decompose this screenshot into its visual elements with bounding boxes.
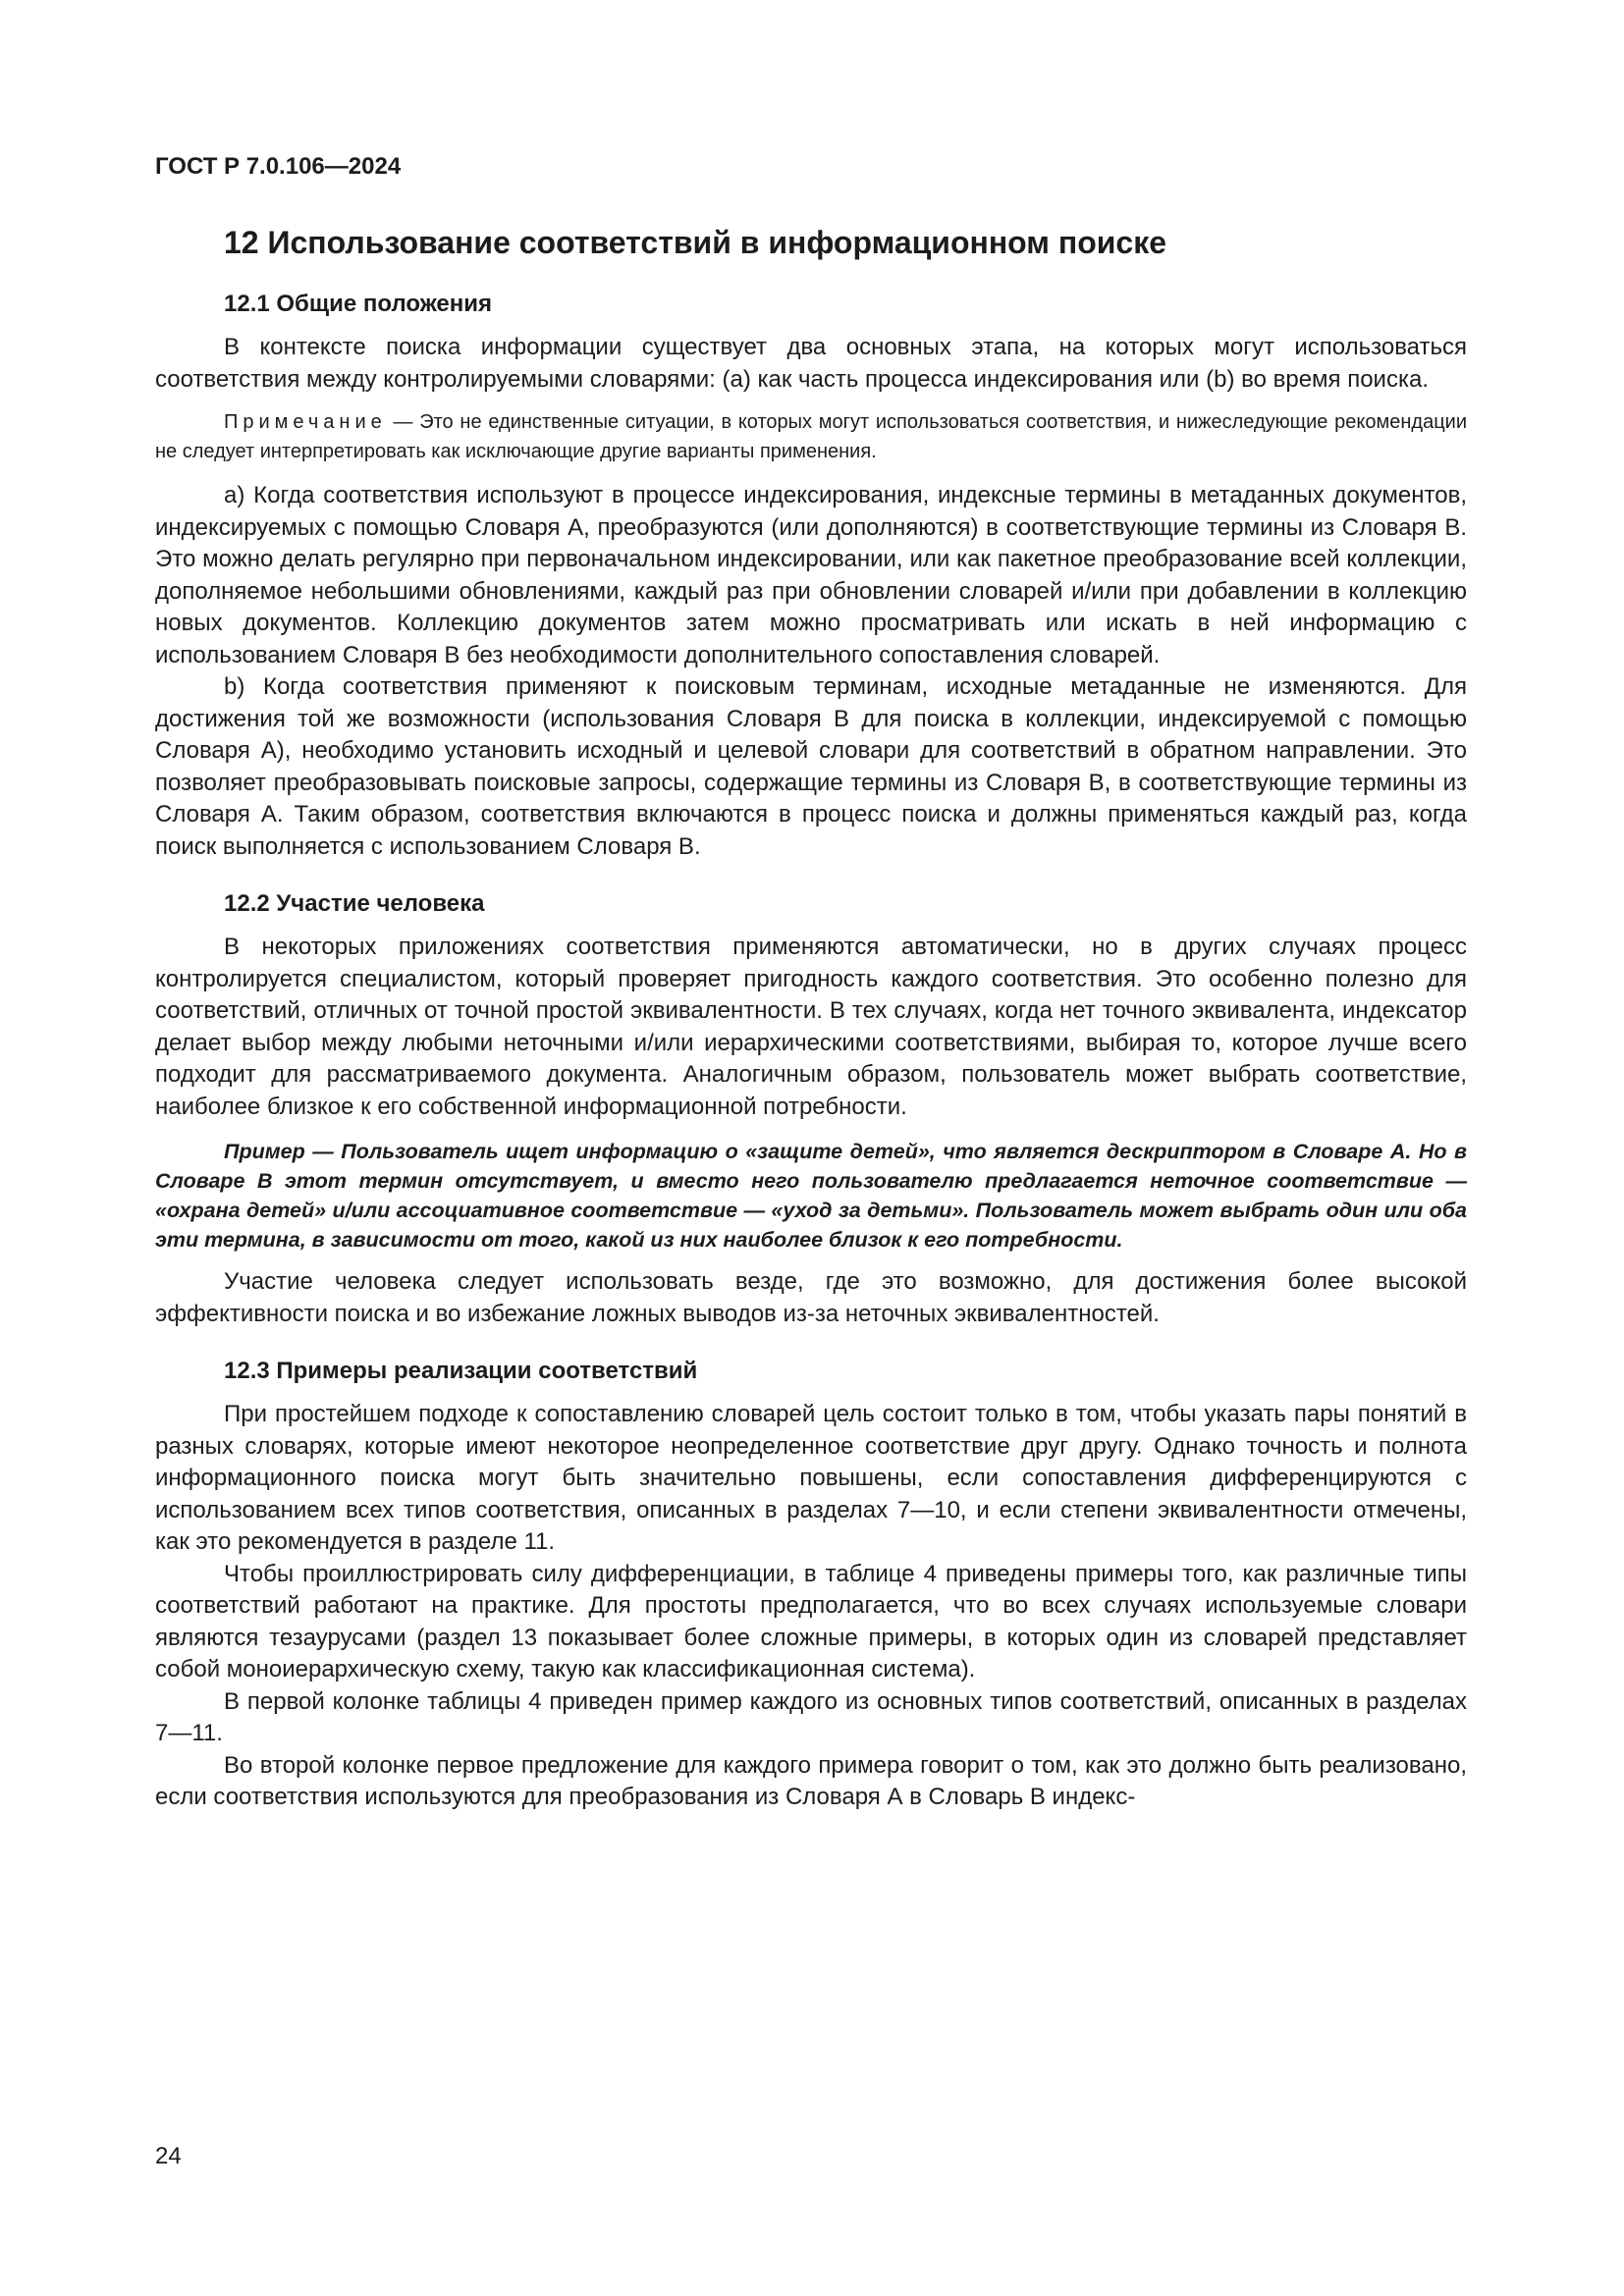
- document-code: ГОСТ Р 7.0.106—2024: [155, 153, 402, 180]
- subsection-title-12-1: 12.1 Общие положения: [224, 291, 493, 317]
- subsection-title-12-3: 12.3 Примеры реализации соответствий: [224, 1358, 698, 1384]
- paragraph: Во второй колонке первое предложение для каждого примера говорит о том, как это должно быть реализовано, если соответствия используются для преобразования из Словаря А в Словарь В индекс-: [155, 1751, 1467, 1810]
- note-text: — Это не единственные ситуации, в которых могут использоваться соответствия, и нижеследующие рекомендации не следует интерпретировать как исключающие другие варианты применения.: [155, 411, 1467, 462]
- paragraph: Участие человека следует использовать везде, где это возможно, для достижения более высокой эффективности поиска и во избежание ложных выводов из-за неточных эквивалентностей.: [155, 1268, 1467, 1327]
- note-label: Примечание: [224, 411, 387, 433]
- paragraph: Чтобы проиллюстрировать силу дифференциации, в таблице 4 приведены примеры того, как различные типы соответствий работают на практике. Для простоты предполагается, что во всех случаях используемые словари являются тезаурусами (раздел 13 показывает более сложные примеры, в которых один из словарей представляет собой моноиерархическую схему, такую как классификационная система).: [155, 1560, 1467, 1682]
- paragraph: В контексте поиска информации существует два основных этапа, на которых могут использоваться соответствия между контролируемыми словарями: (a) как часть процесса индексирования или (b) во время поиска.: [155, 334, 1467, 393]
- paragraph: В некоторых приложениях соответствия применяются автоматически, но в других случаях процесс контролируется специалистом, который проверяет пригодность каждого соответствия. Это особенно полезно для соответствий, отличных от точной простой эквивалентности. В тех случаях, когда нет точного эквивалента, индексатор делает выбор между любыми неточными и/или иерархическими соответствиями, выбирая то, которое лучше всего подходит для рассматриваемого документа. Аналогичным образом, пользователь может выбрать соответствие, наиболее близкое к его собственной информационной потребности.: [155, 934, 1467, 1120]
- page-content: [155, 222, 1467, 1814]
- example-block: Пример — Пользователь ищет информацию о «защите детей», что является дескриптором в Словаре А. Но в Словаре В этот термин отсутствует, и вместо него пользователю предлагается неточное соответствие — «охрана детей» и/или ассоциативное соответствие — «уход за детьми». Пользователь может выбрать один или оба эти термина, в зависимости от того, какой из них наиболее близок к его потребности.: [155, 1140, 1467, 1252]
- list-item-b: b) Когда соответствия применяют к поисковым терминам, исходные метаданные не изменяются. Для достижения той же возможности (использования Словаря В для поиска в коллекции, индексируемой с помощью Словаря А), необходимо установить исходный и целевой словари для соответствий в обратном направлении. Это позволяет преобразовывать поисковые запросы, содержащие термины из Словаря В, в соответствующие термины из Словаря А. Таким образом, соответствия включаются в процесс поиска и должны применяться каждый раз, когда поиск выполняется с использованием Словаря В.: [155, 673, 1467, 860]
- paragraph: При простейшем подходе к сопоставлению словарей цель состоит только в том, чтобы указать пары понятий в разных словарях, которые имеют некоторое неопределенное соответствие друг другу. Однако точность и полнота информационного поиска могут быть значительно повышены, если сопоставления дифференцируются с использованием всех типов соответствия, описанных в разделах 7—10, и если степени эквивалентности отмечены, как это рекомендуется в разделе 11.: [155, 1401, 1467, 1555]
- section-title: 12 Использование соответствий в информационном поиске: [224, 225, 1167, 260]
- paragraph: В первой колонке таблицы 4 приведен пример каждого из основных типов соответствий, описанных в разделах 7—11.: [155, 1687, 1467, 1746]
- subsection-title-12-2: 12.2 Участие человека: [224, 890, 485, 917]
- page-number: 24: [155, 2143, 182, 2169]
- note: [155, 407, 1467, 466]
- list-item-a: а) Когда соответствия используют в процессе индексирования, индексные термины в метаданных документов, индексируемых с помощью Словаря А, преобразуются (или дополняются) в соответствующие термины из Словаря В. Это можно делать регулярно при первоначальном индексировании, или как пакетное преобразование всей коллекции, дополняемое небольшими обновлениями, каждый раз при обновлении словарей и/или при добавлении в коллекцию новых документов. Коллекцию документов затем можно просматривать или искать в ней информацию с использованием Словаря В без необходимости дополнительного сопоставления словарей.: [155, 482, 1467, 668]
